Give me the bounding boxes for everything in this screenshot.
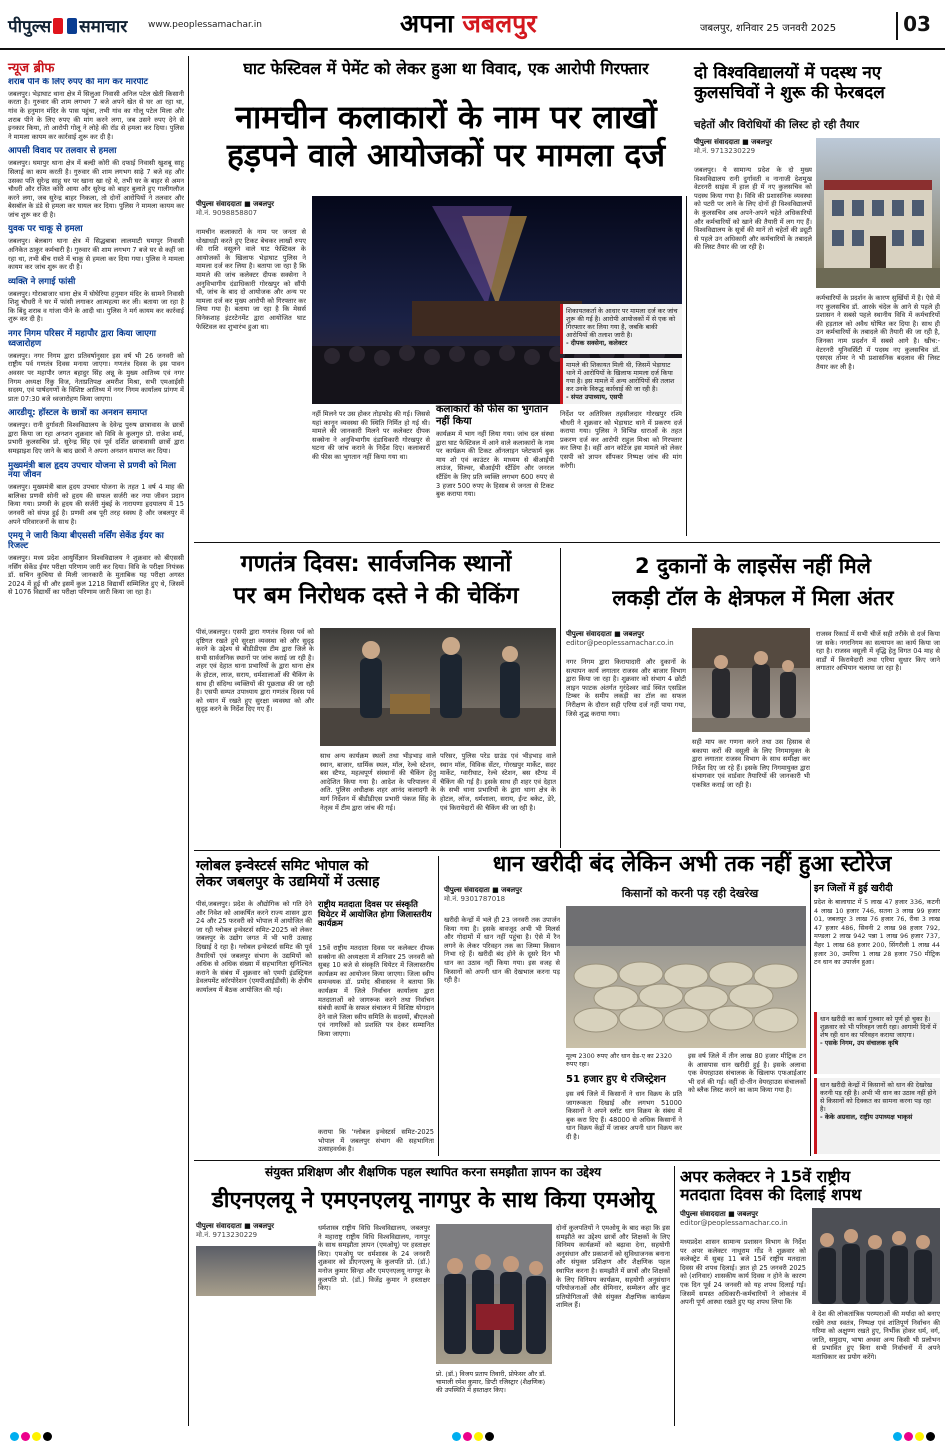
lead-headline: नामचीन कलाकारों के नाम पर लाखों हड़पने वाले आयोजकों पर मामला दर्ज	[226, 98, 666, 174]
republic-text-2: साथ अन्य कार्यक्रम स्थलों तथा भीड़भाड़ वाले स्थान, बाजार, धार्मिक स्थल, मॉल, रेल्वे स्टेशन, बस स्टैण्ड, महत्वपूर्ण संस्थानों की चैकिंग हेतु आदेशित किया गया है। आदेश के परिपालन में अति. पुलिस अधीक्षक शहर आनंद कलादगी के मार्ग निर्देशन में बीडीडीएस प्रभारी पंकज सिंह के नेतृत्व में टीम द्वारा जांच की गई।	[320, 752, 436, 812]
mou-headline: डीएनएलयू ने एमएनएलयू नागपुर के साथ किया एमओयू	[211, 1188, 654, 1213]
voter-text-2: वे देश की लोकतांत्रिक परम्पराओं की मर्यादा को बनाए रखेंगे तथा स्वतंत्र, निष्पक्ष एवं शांतिपूर्ण निर्वाचन की गरिमा को अक्षुण्ण रखते हुए, निर्भीक होकर धर्म, वर्ग, जाति, समुदाय, भाषा अथवा अन्य किसी भी प्रलोभन से प्रभावित हुए बिना सभी निर्वाचनों में अपने मताधिकार का प्रयोग करेंगे।	[812, 1310, 940, 1361]
brief-text: जबलपुर। मध्य प्रदेश आयुर्विज्ञान विश्वविद्यालय ने शुक्रवार को बीएससी नर्सिंग सेकेंड ईयर परीक्षा परिणाम जारी कर दिया। विवि के परीक्षा नियंत्रक डॉ. सचिन कुचिया से मिली जानकारी के मुताबिक यह परीक्षा अगस्त 2024 में हुई थी और इसमें कुल 1218 विद्यार्थी सम्मिलित हुए थे, जिसमें से 1076 विद्यार्थी का परीक्षा परिणाम जारी किया जा रहा है।	[8, 554, 184, 597]
univ-text-1: जबलपुर। ये सामान्य प्रदेश के दो मुख्य विश्वविद्यालय रानी दुर्गावती व नानाजी देशमुख वेटरनरी साइंस में हाल ही में नए कुलसचिव को पदस्थ किया गया है। विवि की प्रशासनिक व्यवस्था को पटरी पर लाने के लिए दोनों ही विश्वविद्यालयों के कुलसचिव अब अपने-अपने चहेते अधिकारियों और कर्मचारियों को खाने की तैयारी में लग गए हैं। विश्वविद्यालय के सूत्रों की मानें तो चहेतों की ड्यूटी से पहले उन अधिकारी और कर्मचारियों के तबादले की लिस्ट तैयार की जा रही है।	[694, 166, 812, 252]
lead-byline: पीपुल्स संवाददाता ■ जबलपुर मो.नं. 9098858807	[196, 200, 274, 217]
mou-text-1: धर्मशास्त्र राष्ट्रीय विधि विश्वविद्यालय, जबलपुर ने महाराष्ट्र राष्ट्रीय विधि विश्वविद्यालय, नागपुर के साथ समझौता ज्ञापन (एमओयू) पर हस्ताक्षर किए। एमओयू पर धर्मशास्त्र के 24 जनवरी शुक्रवार को डीएनएलयू के कुलपति प्रो. (डॉ.) मनोज कुमार सिन्हा और एमएनएलयू नागपुर के कुलपति प्रो. (डॉ.) विजेंद्र कुमार ने हस्ताक्षर किए।	[318, 1224, 430, 1293]
shop-inspection-photo	[692, 628, 810, 732]
section-rule	[194, 542, 940, 543]
brief-headline: नगर निगम परिसर में महापौर द्वारा किया जाएगा ध्वजारोहण	[8, 328, 157, 349]
paddy-storage-photo	[566, 906, 806, 1048]
paddy-subhead: किसानों को करनी पड़ रही देखरेख	[621, 887, 759, 900]
brief-headline: आपसी विवाद पर तलवार से हमला	[8, 146, 117, 157]
paddy-stats-head: इन जिलों में हुई खरीदी	[814, 883, 893, 894]
farmer-union-quote: धान खरीदी केन्द्रों में किसानों को धान की देखरेख करनी पड़ रही है। अभी भी धान का उठाव नहीं होने से किसानों को दिक्कत का सामना करना पड़ रहा है। - केके अग्रवाल, राष्ट्रीय उपाध्यक्ष भाकृसं	[814, 1078, 940, 1154]
section-rule	[194, 1160, 940, 1161]
univ-subhead: चहेतों और विरोधियों की लिस्ट हो रही तैयार	[694, 119, 860, 131]
summit-tail: कराया कि 'ग्लोबल इन्वेस्टर्स समिट-2025 भोपाल में जबलपुर संभाग की सहभागिता उत्साहवर्धक है।	[318, 1128, 434, 1154]
brief-text: जबलपुर। नगर निगम द्वारा प्रतिवर्षानुसार इस वर्ष भी 26 जनवरी को राष्ट्रीय पर्व गणतंत्र दिवस मनाया जाएगा। गणतंत्र दिवस के इस पावन अवसर पर महापौर जगत बहादुर सिंह अन्नू के मुख्य आतिथ्य एवं नगर निगम अध्यक्ष रिंकु विज, नेताप्रतिपक्ष अमरीश मिश्रा, सभी एमआईसी सदस्य, एवं पार्षदगणों के विशिष्ट आतिथ्य में नगर निगम कार्यालय प्रांगण में प्रातः 07:30 बजे ध्वजारोहण किया जाएगा।	[8, 351, 184, 403]
lead-kicker: घाट फेस्टिवल में पेमेंट को लेकर हुआ था विवाद, एक आरोपी गिरफ्तार	[243, 59, 649, 78]
voter-byline: पीपुल्स संवाददाता ■ जबलपुर editor@peoplessamachar.co.in	[680, 1210, 788, 1227]
agri-officer-quote: धान खरीदी का कार्य गुरुवार को पूर्ण हो चुका है। शुक्रवार को भी परिवहन जारी रहा। आगामी दिनों में शेष रही धान का परिवहन कराया जाएगा। - एसके निगम, उप संचालक कृषि	[814, 1012, 940, 1074]
cmyk-dots-center	[452, 1432, 494, 1441]
column-rule	[560, 548, 561, 848]
cmyk-dots-left	[10, 1432, 52, 1441]
mou-byline: पीपुल्स संवाददाता ■ जबलपुर मो.नं. 9713230229	[196, 1222, 274, 1239]
brief-text: जबलपुर। भेड़ाघाट थाना क्षेत्र में सिलुआ निवासी अनिल पटेल खेती किसानी करता है। गुरुवार की शाम लगभग 7 बजे अपने खेत से घर आ रहा था, गांव के हनुमान मंदिर के पास पहुंचा, तभी गांव का गोलू पटेल मिला और शराब पीने के लिए रुपए की मांग करने लगा, जब उसने रुपए देने से इनकार किया, तो आरोपी गोलू ने लोहे की रॉड से हमला कर दिया। पुलिस ने मामला कायम कर कार्रवाई शुरू कर दी है।	[8, 89, 184, 141]
column-rule	[674, 1166, 675, 1426]
building-graphic	[816, 138, 940, 288]
lead-subhead: कलाकारों की फीस का भुगतान नहीं किया	[436, 404, 549, 427]
brief-text: जबलपुर। बेलबाग थाना क्षेत्र में सिद्धबाबा लालमाटी घमापुर निवासी अनिकेत ठाकुर कर्मचारी है। गुरुवार की शाम लगभग 7 बजे घर से कहीं जा रहा था, तभी बीच रास्ते में चाकू से हमला कर दिया गया। पुलिस ने मामला कायम कर जांच शुरू कर दी है।	[8, 237, 184, 272]
lead-text-1: नामचीन कलाकारों के नाम पर जनता से धोखाधड़ी करते हुए टिकट बेचकर लाखों रुपए की राशि वसूलने वाले घाट फेस्टिवल के आयोजकों के खिलाफ भेड़ाघाट पुलिस ने मामला दर्ज कर लिया है। बताया जा रहा है कि मामले की जांच कलेक्टर दीपक सक्सेना ने अनुविभागीय दंडाधिकारी गोरखपुर को सौंपी थी, जांच के बाद दो आयोजक और अन्य पर मामला दर्ज कर मुख्य आरोपी को गिरफ्तार कर लिया गया है। बताया जा रहा है कि मेसर्स विनेकशाह इंटरटेनमेंट द्वारा आयोजित घाट फेस्टिवल का शुभारंभ हुआ था।	[196, 228, 306, 331]
mou-text-2: दोनों कुलपतियों ने एमओयू के बाद कहा कि इस समझौते का उद्देश्य छात्रों और शिक्षकों के लिए विनिमय कार्यक्रमों को बढ़ावा देना, सहयोगी अनुसंधान और प्रकाशनों को सुविधाजनक बनाना और संयुक्त प्रशिक्षण और शैक्षणिक पहल स्थापित करना है। समझौते में छात्रों और शिक्षकों के लिए विनिमय कार्यक्रम, सहयोगी अनुसंधान परियोजनाओं और सेमिनार, सम्मेलन और कुट प्रतियोगिताओं जैसे संयुक्त शैक्षणिक कार्यक्रम शामिल हैं।	[556, 1224, 670, 1310]
mou-kicker: संयुक्त प्रशिक्षण और शैक्षणिक पहल स्थापित करना समझौता ज्ञापन का उद्देश्य	[264, 1165, 602, 1179]
summit-text: पीसं,जबलपुर। प्रदेश के औद्योगिक को गति देने और निवेश को आकर्षित करने राज्य शासन द्वारा 24 और 25 फरवरी को भोपाल में आयोजित की जा रही ग्लोबल इन्वेस्टर्स समिट-2025 को लेकर जबलपुर के उद्योग जगत में भी भारी उत्साह दिखाई दे रहा है। ग्लोबल इन्वेस्टर्स समिट की पूर्व तैयारियों एवं जबलपुर संभाग के उद्यमियों को अधिक से अधिक संख्या में सहभागिता सुनिश्चित कराने के संबंध में शुक्रवार को एमपी इंडस्ट्रियल डेवलपमेंट कॉरपोरेशन (एमपीआईडीसी) के क्षेत्रीय कार्यालय में बैठक आयोजित की गई।	[196, 900, 312, 994]
voter-text-1: मध्यप्रदेश शासन सामान्य प्रशासन विभाग के निर्देश पर अपर कलेक्टर नाथूराम गोंड ने शुक्रवार को कलेक्ट्रेट में सुबह 11 बजे 15वें राष्ट्रीय मतदाता दिवस की शपथ दिलाई। ज्ञात हो 25 जनवरी 2025 को (शनिवार) शासकीय कार्य दिवस न होने के कारण एक दिन पूर्व 24 जनवरी को यह शपथ दिलाई गई। जिसमें समस्त अधिकारी-कर्मचारियों ने लोकतंत्र में अपनी पूर्ण आस्था रखते हुए यह शपथ लिया कि	[680, 1238, 806, 1307]
paddy-sacks-graphic	[566, 906, 806, 1048]
mou-caption: प्रो. (डॉ.) विजय प्रताप तिवारी, प्रोफेसर और डॉ. चामाली रमेश कुमार, डिप्टी रजिस्ट्रार (शैक्षणिक) की उपस्थिति में हस्ताक्षर किए।	[436, 1370, 547, 1394]
brief-text: जबलपुर। गोराबाजार थाना क्षेत्र में घोघेरिया हनुमान मंदिर के सामने निवासी शिशु चौधरी ने घर में फांसी लगाकर आत्महत्या कर ली। बताया जा रहा है कि बिंदु शराब व गांजा पीने के आदी था। पुलिस ने मर्ग कायम कर कार्रवाई शुरू कर दी है।	[8, 289, 184, 324]
pledge-photo	[812, 1208, 940, 1304]
paddy-price-caption: मूल्य 2300 रुपए और धान ग्रेड-ए का 2320 रुपए रहा।	[566, 1052, 672, 1068]
voter-day-text: 15वें राष्ट्रीय मतदाता दिवस पर कलेक्टर दीपक सक्सेना की अध्यक्षता में शनिवार 25 जनवरी को सुबह 10 बजे से संस्कृति थियेटर में जिलास्तरीय कार्यक्रम का आयोजन किया जाएगा। जिला स्वीप समन्वयक डॉ. प्रमोद श्रीवास्तव ने बताया कि कार्यक्रम में जिले निर्वाचन कार्यालय द्वारा मतदाताओं को जागरूक करने तथा निर्वाचन संबंधी कार्यों के सफल संचालन में विशिष्ट योगदान देने वाले जिला स्वीप समिति के सदस्यों, बीएलओ एवं नागरिकों को प्रशस्ति पत्र देकर सम्मानित किया जाएगा।	[318, 944, 434, 1038]
issue-date: जबलपुर, शनिवार 25 जनवरी 2025	[700, 23, 837, 34]
summit-headline: ग्लोबल इन्वेस्टर्स समिट भोपाल को लेकर जबलपुर के उद्यमियों में उत्साह	[196, 858, 380, 891]
checking-graphic	[320, 628, 556, 746]
licence-headline: 2 दुकानों के लाइसेंस नहीं मिले लकड़ी टॉल के क्षेत्रफल में मिला अंतर	[612, 554, 894, 610]
brief-text: जबलपुर। मुख्यमंत्री बाल हृदय उपचार योजना के तहत 1 वर्ष 4 माह की बालिका प्रणवी सोनी को हृदय की सफल सर्जरी कर नया जीवन प्रदान किया गया। प्रणवी के हृदय की सर्जरी मुंबई के नारायणा हृदयालय में 15 जनवरी को संपन्न हुई है। प्रणवी अब पूरी तरह स्वस्थ है और जबलपुर में अपने परिवारजनों के साथ है।	[8, 483, 184, 526]
univ-byline: पीपुल्स संवाददाता ■ जबलपुर मो.नं. 9713230229	[694, 138, 772, 155]
logo-blue-block-icon	[67, 18, 77, 34]
paddy-headline: धान खरीदी बंद लेकिन अभी तक नहीं हुआ स्टोरेज	[492, 852, 892, 877]
mou-small-photo	[196, 1246, 316, 1296]
brief-headline: एमयू ने जारी किया बीएससी नर्सिंग सेकेंड ईयर का रिजल्ट	[8, 531, 164, 552]
brief-headline: मुख्यमंत्री बाल हृदय उपचार योजना से प्रणवी को मिला नया जीवन	[8, 460, 176, 481]
mou-signing-photo	[436, 1224, 552, 1364]
voter-headline: अपर कलेक्टर ने 15वें राष्ट्रीय मतदाता दिवस की दिलाई शपथ	[680, 1167, 862, 1205]
print-registration-marks	[0, 1428, 945, 1445]
university-building-photo	[816, 138, 940, 288]
column-rule	[438, 856, 439, 1156]
brief-headline: युवक पर चाकू से हमला	[8, 224, 83, 235]
paddy-stats-text: प्रदेश के बालाघाट में 5 लाख 47 हजार 336, कटनी 4 लाख 10 हजार 746, सतना 3 लाख 99 हजार 01, जबलपुर 3 लाख 76 हजार 76, रीवा 3 लाख 47 हजार 486, सिवनी 2 लाख 98 हजार 792, मण्डला 2 लाख 942 पन्ना 1 लाख 96 हजार 737, मैहर 1 लाख 68 हजार 200, सिंगरौली 1 लाख 44 हजार 30, उमरिया 1 लाख 28 हजार 750 मीट्रिक टन धान का उपार्जन हुआ।	[814, 898, 940, 967]
univ-headline: दो विश्वविद्यालयों में पदस्थ नए कुलसचिवों ने शुरू की फेरबदल	[694, 63, 885, 103]
logo-red-block-icon	[53, 18, 63, 34]
brief-headline: शराब पीने के लिए रुपए की मांग कर मारपीट	[8, 78, 148, 87]
paddy-text-1: खरीदी केन्द्रों में भले ही 23 जनवरी तक उपार्जन किया गया है। इसके बावजूद अभी भी मिलर्स और गोदामों में धान नहीं पहुंचा है। ऐसे में रैन लगने के लेकर परिवहन तक का जिम्मा किसान निभा रहे हैं। खरीदी बंद होने के दूसरे दिन भी धान का उठाव नहीं किया गया। इस वजह से किसानों को अपनी धान की देखभाल करना पड़ रही है।	[444, 916, 560, 985]
section-rule	[194, 850, 940, 851]
brief-text: जबलपुर। रानी दुर्गावती विश्वविद्यालय के देवेन्द्र पुरुष छात्रावास के छात्रों द्वारा किया जा रहा अनशन शुक्रवार को विवि के कुलगुरु प्रो. राजेश वर्मा, प्रभारी कुलसचिव प्रो. सुरेन्द्र सिंह एवं पूर्व दर्शित छात्रावासी छात्रों द्वारा समझाइश दिए जाने के बाद छात्रों ने अपना अनशन समाप्त कर दिया।	[8, 421, 184, 455]
news-brief-label: न्यूज ब्रीफ	[8, 58, 54, 76]
website-url: www.peoplessamachar.in	[148, 20, 262, 30]
voter-day-subhead: राष्ट्रीय मतदाता दिवस पर संस्कृति थियेटर में आयोजित होगा जिलास्तरीय कार्यक्रम	[318, 899, 432, 929]
brief-headline: व्यक्ति ने लगाई फांसी	[8, 276, 76, 287]
republic-text-1: पीसं,जबलपुर। एसपी द्वारा गणतंत्र दिवस पर्व को दृष्टिगत रखते हुये सुरक्षा व्यवस्था को और सुदृढ़ करने के उद्देश्य से बीडीडीएस टीम द्वारा जिले के सभी सार्वजनिक स्थानों पर जांच कराई जा रही है। शहर एवं देहात थाना प्रभारियों के द्वारा थाना क्षेत्र के होटल, लाज, सराय, धर्मशालाओं की चैकिंग के साथ ही संदिग्ध व्यक्तियों की पूछताछ की जा रही है। एसपी सम्पत उपाध्याय द्वारा गणतंत्र दिवस पर्व को ध्यान में रखते हुए सुरक्षा व्यवस्था को और सुदृढ़ करने के निर्देश दिए गए हैं।	[196, 628, 314, 714]
brief-text: जबलपुर। घमापुर थाना क्षेत्र में बल्दी कोरी की दफाई निवासी खुशबू साहू सिलाई का काम करती है। गुरुवार की शाम लगभग साढ़े 7 बजे वह और उसका पति सुरेन्द्र साहू घर पर खाना खा रहे थे, तभी घर के बाहर से अमन चौधरी और रजित कोरी आया और सुरेन्द्र को बाहर बुलाते हुए गालीगलौज करने लगा, जब सुरेन्द्र बाहर निकला, तो दोनों आरोपियों ने तलवार और बेसबॉल के डंडे से हमला कर घायल कर दिया। पुलिस ने मामला कायम कर जांच शुरू कर दी है।	[8, 159, 184, 219]
paddy-byline: पीपुल्स संवाददाता ■ जबलपुर मो.नं. 9301787018	[444, 886, 522, 903]
paddy-text-4: इस वर्ष जिले में तीन लाख 80 हजार मीट्रिक टन के आसपास धान खरीदी हुई है। इसके अलावा एक वेयरहाउस संचालक के खिलाफ एफआईआर भी दर्ज की गई। वहीं दो-तीन वेयरहाउस संचालकों को ब्लैक लिस्ट करने का काम किया गया है।	[688, 1052, 806, 1095]
licence-text-2: सही माप कर गणना करने तथा उस हिसाब से बकाया करों की वसूली के लिए निगमायुक्त के द्वारा लगातार राजस्व विभाग के साथ समीक्षा कर निर्देश दिए जा रहे हैं। इसके लिए निगमायुक्त द्वारा संभागवार एवं वार्डवार तैयारियों की जानकारी भी एकत्रित कराई जा रही है।	[692, 738, 810, 789]
column-rule	[686, 196, 687, 536]
lead-text-4: निर्देश पर अतिरिक्त तहसीलदार गोरखपुर रश्मि चौधरी ने शुक्रवार को भेड़ाघाट थाने में प्रकरण दर्ज कराया गया। पुलिस ने विभिन्न धाराओं के तहत प्रकरण दर्ज कर आरोपी राहुल मिश्रा को गिरफ्तार कर लिया है। वहीं आन कॉटेज इस मामले को लेकर एसपी को ज्ञापन सौंपकर निष्पक्ष जांच की मांग करेगी।	[560, 410, 682, 470]
republic-headline: गणतंत्र दिवस: सार्वजनिक स्थानों पर बम निरोधक दस्ते ने की चेकिंग	[233, 551, 519, 609]
brief-column	[8, 78, 184, 1418]
bomb-squad-photo	[320, 628, 556, 746]
collector-quote: शिकायतकर्ता के आधार पर मामला दर्ज कर जांच शुरू की गई है। आरोपी आयोजकों में से एक को गिरफ्तार कर लिया गया है, जबकि बाकी आरोपियों की तलाश जारी है। - दीपक सक्सेना, कलेक्टर	[560, 304, 682, 354]
licence-byline: पीपुल्स संवाददाता ■ जबलपुर editor@peoplessamachar.co.in	[566, 630, 674, 647]
paddy-registration-subhead: 51 हजार हुए थे रजिस्ट्रेशन	[566, 1074, 666, 1085]
column-rule	[188, 56, 189, 1426]
lead-text-2: नहीं मिलने पर उस होकर तोड़फोड़ की गई। जिससे यहां कानून व्यवस्था की स्थिति निर्मित हो गई थी। मामले की जानकारी मिलने पर कलेक्टर दीपक सक्सेना ने अनुविभागीय दंडाधिकारी गोरखपुर से घटना की जांच कराने के निर्देश दिए। कलाकारों की फीस का भुगतान नहीं किया गया था।	[312, 410, 430, 461]
univ-text-2: कर्मचारियों के प्रदर्शन के कारण सुर्खियों में है। ऐसे में नए कुलसचिव डॉ. आरके चंदेल के आने से पहले ही प्रशासन ने सबसे पहले स्थानीय विवि में कर्मचारियों की हड़ताल को अवैध घोषित कर दिया है। साथ ही उन कर्मचारियों के तबादले की तैयारी की जा रही है, जिनका नाम प्रदर्शन में सबसे आगे है। खीच:- वेटरनरी यूनिवर्सिटी में पदस्थ नए कुलसचिव डॉ. एसएस तोमर ने भी प्रशासनिक बदलाव की लिस्ट तैयार कर ली है।	[816, 294, 940, 371]
licence-text-3: राजस्व रिकार्ड में सभी चीजें सही तरीके से दर्ज किया जा सके। नगरनिगम का सत्यापन का कार्य किया जा रहा है। राजस्व वसूली में वृद्धि हेतु विगत 04 माह से वार्डों में किरायेदारी तथा एरिया सुधार किए जाने लगातार अभियान चलाया जा रहा है।	[816, 630, 940, 673]
section-title: अपना जबलपुर	[400, 9, 537, 38]
lead-text-3: कार्यक्रम में भाग नहीं लिया गया। जांच दल संस्था द्वारा घाट फेस्टिवल में आने वाले कलाकारों के नाम पर कार्यक्रम की टिकट ऑनलाइन प्लेटफार्म बुक माय शो एवं काउंटर के माध्यम से बीआईपी लाउंज, सिल्वर, बीआईपी स्टैंडिंग और जनरल स्टैंडिंग के लिए प्रति व्यक्ति लगभग 600 रुपए से 3 हजार 500 रुपए के हिसाब से जनता से टिकट बुक कराया गया।	[436, 430, 554, 499]
sp-quote: मामले की शिकायत मिली थी, जिसमें भेड़ाघाट थाने में आरोपियों के खिलाफ मामला दर्ज किया गया है। इस मामले में अन्य आरोपियों की तलाश कर उनके विरुद्ध कार्रवाई की जा रही है। - संपत उपाध्याय, एसपी	[560, 358, 682, 404]
cmyk-dots-right	[893, 1432, 935, 1441]
brief-headline: आरडीयू: हॉस्टल के छात्रों का अनशन समाप्त	[8, 408, 148, 419]
licence-text-1: नगर निगम द्वारा किरायादारी और दुकानों के सत्यापन कार्य लगातार राजस्व और बाजार विभाग द्वारा किया जा रहा है। शुक्रवार को संभाग 4 छोटी लाइन फाटक अंतर्गत गुरंदेश्वर वार्ड स्थित एसडिल टिम्बर के समीप लकड़ी का टॉल का सफल निरीक्षण के दौरान सही एरिया दर्ज नहीं पाया गया, जिसे शुद्ध कराया गया।	[566, 658, 686, 718]
paddy-text-3: इस वर्ष जिले में किसानों ने धान विक्रय के प्रति जागरूकता दिखाई और लगभग 51000 किसानों ने अपने स्लॉट धान विक्रय के संबंध में बुक करा दिए हैं। 48000 से अधिक किसानों ने धान विक्रय केंद्रों में जाकर अपनी धान विक्रय कर दी है।	[566, 1090, 682, 1141]
pledge-graphic	[812, 1208, 940, 1304]
brand-logo: पीपुल्स समाचार	[8, 17, 128, 37]
column-rule	[810, 880, 811, 1156]
signing-graphic	[436, 1224, 552, 1364]
page-number: 03	[896, 12, 936, 40]
republic-text-3: परिसर, पुलिस परेड ग्राउंड एवं भीड़भाड़ वाले स्थान मॉल, विविक सेंटर, गोरखपुर मार्केट, सदर मार्केट, ग्वारीघाट, रेल्वे स्टेशन, बस स्टैण्ड में चैकिंग की गई है। इसके साथ ही शहर एवं देहात के सभी थाना प्रभारियों के द्वारा थाना क्षेत्र के होटल, लॉज, धर्मशाला, सराय, ईंन्ट बकेट, डेरे, एवं किरायेदारों की चैकिंग की जा रही है।	[440, 752, 556, 812]
shop-graphic	[692, 628, 810, 732]
